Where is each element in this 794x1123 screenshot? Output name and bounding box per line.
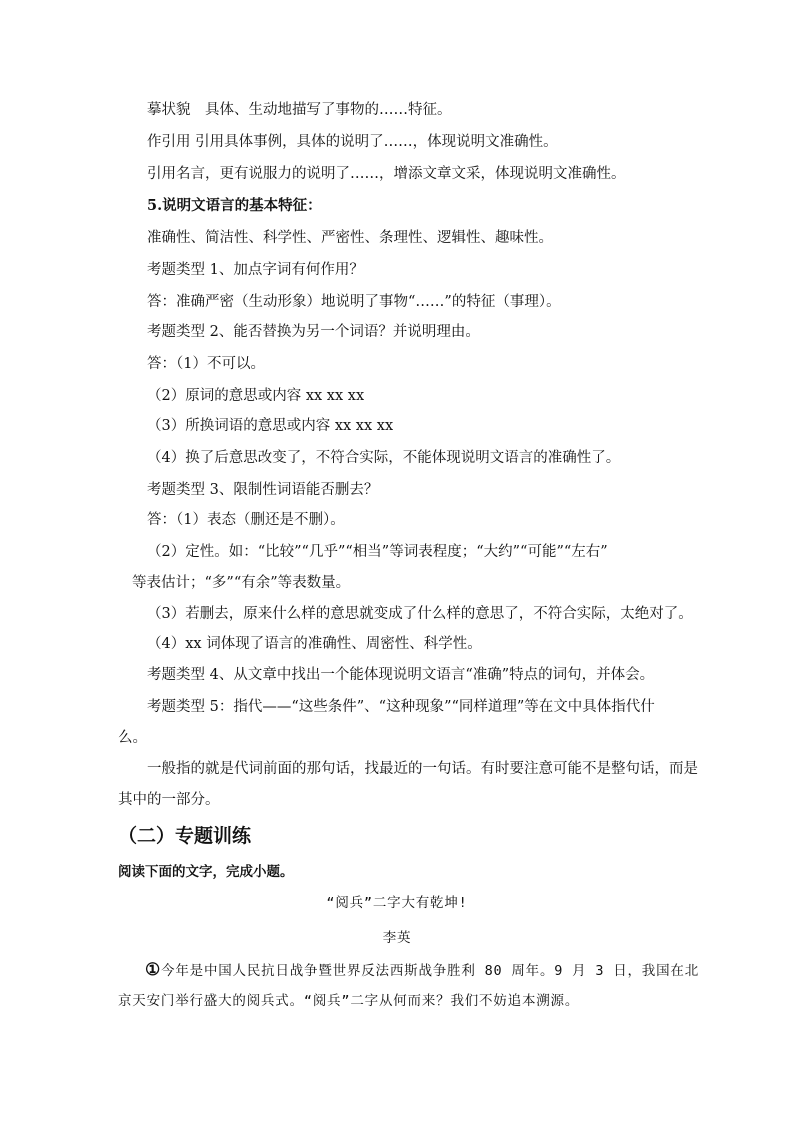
instruction: 阅读下面的文字，完成小题。 — [118, 864, 294, 880]
article-paragraph-line: 京天安门举行盛大的阅兵式。“阅兵”二字从何而来？我们不妨追本溯源。 — [118, 993, 580, 1009]
text-line: 答：准确严密（生动形象）地说明了事物“……”的特征（事理）。 — [147, 294, 561, 310]
article-title: “阅兵”二字大有乾坤! — [326, 895, 468, 911]
text-line: 答：（1）不可以。 — [147, 356, 265, 372]
paragraph-marker: ① — [145, 960, 162, 980]
text-line: （3）若删去，原来什么样的意思就变成了什么样的意思了，不符合实际，太绝对了。 — [147, 606, 693, 622]
text-line: 考题类型 4、从文章中找出一个能体现说明文语言“准确”特点的词句，并体会。 — [147, 667, 655, 683]
text-line: 引用名言，更有说服力的说明了……，增添文章文采，体现说明文准确性。 — [147, 166, 626, 182]
text-line: （3）所换词语的意思或内容 xx xx xx — [147, 418, 394, 434]
text-line: （2）定性。如：“比较”“几乎”“相当”等词表程度；“大约”“可能”“左右” — [147, 544, 608, 560]
text-line: （2）原词的意思或内容 xx xx xx — [147, 388, 365, 404]
text-line: 准确性、简洁性、科学性、严密性、条理性、逻辑性、趣味性。 — [147, 230, 553, 246]
text-line: （4）换了后意思改变了，不符合实际，不能体现说明文语言的准确性了。 — [147, 450, 621, 466]
text-line: 么。 — [118, 730, 147, 746]
paragraph-text: 今年是中国人民抗日战争暨世界反法西斯战争胜利 80 周年。9 月 3 日，我国在北 — [161, 963, 699, 979]
text-line: 一般指的就是代词前面的那句话，找最近的一句话。有时要注意可能不是整句话，而是 — [147, 761, 698, 777]
text-line: 考题类型 1、加点字词有何作用？ — [147, 262, 364, 278]
text-line: 等表估计；“多”“有余”等表数量。 — [132, 575, 351, 591]
text-line: 答：（1）表态（删还是不删）。 — [147, 512, 345, 528]
article-paragraph-line — [145, 960, 699, 981]
subsection-heading: 5.说明文语言的基本特征： — [147, 197, 322, 214]
article-author: 李英 — [382, 930, 412, 946]
section-heading: （二）专题训练 — [118, 825, 252, 847]
text-line: 摹状貌 具体、生动地描写了事物的……特征。 — [147, 102, 452, 118]
text-line: 作引用 引用具体事例，具体的说明了……，体现说明文准确性。 — [147, 134, 558, 150]
text-line: 考题类型 2、能否替换为另一个词语？并说明理由。 — [147, 324, 480, 340]
text-line: 考题类型 5：指代——“这些条件”、“这种现象”“同样道理”等在文中具体指代什 — [147, 699, 655, 715]
text-line: 考题类型 3、限制性词语能否删去？ — [147, 482, 379, 498]
text-line: 其中的一部分。 — [118, 792, 220, 808]
text-line: （4）xx 词体现了语言的准确性、周密性、科学性。 — [147, 636, 482, 652]
